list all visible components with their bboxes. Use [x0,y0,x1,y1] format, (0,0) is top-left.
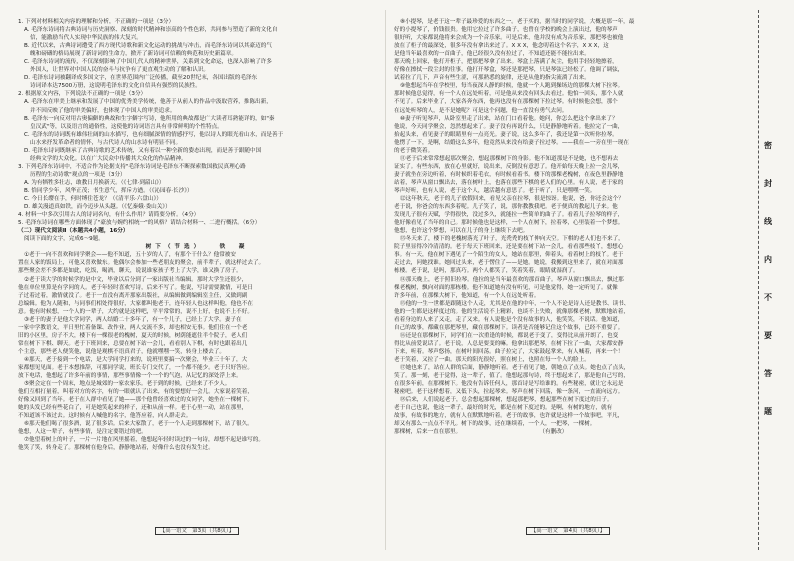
right-text-line: 栋楼。老于说，是吗，那真巧。两个人都笑了，笑着笑着，眼睛就湿润了。 [394,268,579,275]
right-text-line: 试着拉了几下，声音有些生涩，可那熟悉的旋律，还是从他的指尖流淌了出来。 [394,75,590,82]
seal-line-char: 密 [764,141,772,150]
left-page-footer [18,527,376,535]
right-text-line: 那时候他总觉得，有一个人在远处听着，可是他从来没有回头去看过。他怕一回头，那个人就 [394,91,624,98]
right-page-footer [394,527,742,535]
seal-line-char: 题 [764,407,772,416]
right-text-line: 笑了。那一刻，老于觉得，这一辈子，值了。他想起那句诗，终于想起来了，那是他自己写的， [394,373,629,380]
right-footer-label: 【高一语文 第4页（共8页）】 [526,527,610,535]
left-text-line: ⑥那天他们喝了很多酒，说了很多话。后来大家散了，老于一个人走到那棵树下，站了很久。 [24,421,253,428]
left-text-line: B. 毛泽东一向反对用古奥偏僻的典故和生字僻字写诗，他所用的典故都是广大读者耳熟能详的，如"秦 [24,115,275,122]
left-text-line: 诗词译本达7500万册，这说明毛泽东的文化自信具有强烈的民族性。 [30,83,201,90]
right-text-line: 他说，今天同学聚会，忽然想起来了。妻子没有再说什么，只是静静地听着。他拉完了一曲， [394,123,624,130]
left-text-line: 他笑了笑，转身走了。那棵树在他身后，静静地站着，好像什么也没有发生过。 [18,445,214,452]
left-text-line: 历程的生动诗歌"观点的一项是（3分） [30,171,126,178]
left-text-line: ①老于一向不喜欢和同学聚会——他不知道，五十岁的人了，有那个干什么？他常被安 [24,252,236,259]
right-text-line: 老于自己也说，他这一辈子，最好的时光，都是在树下度过的。是啊，有树的地方，就有 [394,405,613,412]
right-text-line: 不见了。后来毕业了，大家各奔东西，他再也没有在那棵树下拉过琴。有时候他会想，那个 [394,99,618,106]
left-text-line: 他们互相打量着，叫着对方的名字，有的一眼就认了出来，有的要想好一会儿。大家说着笑着， [18,389,253,396]
left-text-line: 经典文学的大众化。以在广大民众中传播其大众化的作品精神。 [30,155,187,162]
left-text-line: 常在树下下棋、聊天。老于下班回来，总要在树下站一会儿，看看别人下棋，有时也跟着出几 [18,340,248,347]
left-text-line: B. 恰同学少年，风华正茂；书生意气，挥斥方遒。（《沁园春·长沙》） [24,187,193,194]
left-text-line: 个主意，那些老人便笑他，说他是观棋不语真君子，他就嘿嘿一笑，转身上楼去了。 [18,348,225,355]
left-text-line: ④那天，老于接到一个电话，是大学同学打来的，说班里要搞一次聚会，毕业三十年了，大 [24,356,248,363]
left-footer-label: 【高一语文 第3页（共8页）】 [155,527,239,535]
left-text-line: D. 毛泽东诗词被翻译成多国文字，在世界范围内广泛传播，截至20世纪末，各国出版的毛泽东 [24,75,258,82]
right-text-line: 很好听，大家都说他将来会成为一个音乐家。可是后来，他并没有成为音乐家，那把琴也被他 [394,35,624,42]
left-text-line: 一家中学教语文，平日里忙着备课、改作业，两人交流不多，却也相安无事。他们住在一个老 [18,324,248,331]
left-text-line: 外国人，让世界对中国人民的奋斗与抗争有了更直观生动的了解和认识。 [30,67,210,74]
left-text-line: 她的头发已经有些花白了，可是她笑起来的样子，还和从前一样。老于心里一动，站在那里， [18,405,248,412]
left-text-line: 家都想见见面。老于本想推辞，可那同学说，班长专门交代了，一个都不能少。老于只好答应。 [18,365,253,372]
right-text-line: ⑯还是在那棵树下，同学们在一次重逢的时候，都说老于变了，变得比从前开朗了，也变 [400,332,619,339]
left-text-line: C. 今日长缨在手，何时缚住苍龙？（《清平乐·六盘山》） [24,196,162,203]
left-text-line: 信，能激励当代人实现中华民族的伟大复兴。 [30,35,142,42]
right-text-line: 老于说，你爸会的东西多着呢。儿子笑了，说，那你教教我吧。老于便真的教起儿子来。他 [394,204,618,211]
right-text-line: 好像在擦拭一段尘封的往事。他打开琴盒，琴还是那把琴，只是琴弦已经松了。他调了调弦， [394,67,624,74]
right-text-line: 许多年前，在那棵大树下，他知道，有一个人在远处听着。 [394,292,540,299]
left-text-line: ⑦他望着树上的叶子，一片一片地在风里摇着，他想起年轻时读过的一句诗，却想不起是谁写的。 [24,437,264,444]
seal-line-char: 内 [764,255,772,264]
left-text-line: 子过着过着，激情就没了。老于一直没有离开那家出版社，从编辑做到编辑室主任，又做到副 [18,292,248,299]
right-text-line: 在远处听琴的人，是不是她呢？可是这个问题，他一直没有勇气去问。 [394,107,568,114]
left-text-line: 并不因反映了他的审美偏好，也体现了中国人的审美追求。 [30,107,176,114]
left-text-line: 山水来抒发革命者的情怀，与古代诗人的山水诗有明显不同。 [30,139,182,146]
right-text-line: ⑭那天晚上，老于照旧拉琴。他拉的是当年最喜欢的那首曲子。琴声从窗口飘出去，飘过那 [400,276,624,283]
left-text-line: 置在人家的饭局上，可他又喜欢做东。他偶尔会参加一些老朋友的聚会，前半辈子，就这样过去了。 [18,260,265,267]
right-text-line: ⑩妻子听见琴声，从卧室里走了出来，站在门口看着他。她问，你怎么把这个拿出来了？ [400,115,618,122]
right-text-line: 在很多年前，在那棵树下。他没有告诉任何人，那首诗是写给谁的。有些秘密，就让它永远是 [394,381,624,388]
left-text-line: B. 近代以来，古典诗词遭受了西方现代诗歌和新文化运动的挑战与冲击，而毛泽东诗词以其豪迈的气 [24,43,272,50]
right-text-line: 他愣了一下，是啊，结婚这么多年，他竟然从来没有给妻子拉过琴。——我在—一旁在里一现在 [394,139,629,146]
seal-line-char: 答 [764,369,772,378]
left-text-line: ⑤聚会定在一个周末，地点是城郊的一家农家乐。老于到的时候，已经来了不少人。 [24,381,231,388]
right-text-line: 他想，也许这个梦想，可以在儿子的身上继续下去吧。 [394,228,529,235]
left-text-line: 1. 下列对材料相关内容的理解和分析，不正确的一项是（3分） [18,19,175,25]
left-text-line: A. 为有牺牲多壮志，敢教日月换新天。（《七律·到韶山》） [24,179,165,186]
left-text-line: 魄和磅礴的格局展现了新诗词的生命力，掀开了新诗词可信赖的典范和历史新篇章。 [30,51,237,58]
left-text-line: 旧的小区里，房子不大，楼下有一棵很老的槐树，夏天的时候，树荫能遮住半个院子，老人们 [18,332,248,339]
right-text-line: 的老于微笑着。 [394,147,434,154]
left-text-line: A. 毛泽东在审美上继承和发展了中国的优秀美学传统，他善于从前人的作品中汲取营养，推陈出新， [24,99,272,106]
right-text-line: 自己的故事，都藏在那把琴里，藏在那棵树下。读者是否能够记住这个故事，已经不重要了。 [394,324,624,331]
left-text-line: ②老于读大学的时候学的是中文，毕业以后分到了一家出版社当编辑。那时大学生还很少， [24,276,248,283]
right-text-line: 下来，听着。琴声悠扬，在树叶间回荡。曲子拉完了，大家鼓起掌来，有人喊着，再来一个！ [394,348,624,355]
left-text-line: 那些聚会差不多都是如此，吃饭，喝酒，聊天，说说谁家孩子考上了大学，谁又换了房子。 [18,268,242,275]
right-text-block [394,18,742,436]
left-text-line: 2. 根据原文内容，下列说法不正确的一项是（3分） [18,91,147,98]
left-text-line: 总编辑。他为人随和，与同事们相处得很好，大家都叫他老于，连年轻人也这样叫他，他也不在 [18,300,253,307]
left-text-line: 5. 毛泽东诗词在哪些方面体现了"豪放与婉约相统一"的风格？请结合材料一、二进行概括。（6分） [18,220,261,227]
right-text-line: ⑱后来，人们说起老于，总会想起那棵树，想起那把琴，想起那些在树下度过的日子。 [400,397,613,404]
seal-line-char: 线 [764,217,772,226]
left-text-line: 皇汉武"等，以及语言的通俗性，这使他的诗词语言具有非常鲜明的个性特点。 [30,123,223,130]
left-text-line: 他在单位里算是有学问的人。老于年轻时喜欢写诗，后来不写了。他说，写诗需要激情，可是日 [18,284,253,291]
seal-line-char: 封 [764,179,772,188]
right-text-line: 事。有一天，他在树下遇见了一个陌生的女人，她站在那里，仰着头，看着树上的枝丫。老于 [394,252,624,259]
right-text-line: 却又有那么一点点不平凡。树下的故事，还在继续着，一个人，一把琴，一棵树。 [394,421,596,428]
right-text-line: 是他当年最喜欢的一首曲子，他已经很久没有拉过了，不知道还能不能拉出来。 [394,51,590,58]
left-text-line: 他想，人这一辈子，有些事情，是注定要错过的吧。 [18,429,147,436]
right-text-line: 琴声好听，也有人说，老于这个人，越活越有意思了。老于听了，只是嘿嘿一笑。 [394,187,596,194]
page-fold [385,10,386,550]
right-text-line: 放在了柜子的最深处，很多年没有拿出来过了。X X X，他念叨着这个名字，X X X，这 [394,43,609,50]
right-text-line: ⑮他的一生一世都是跟随这个人走，尤其是在他的中年，一个人不论是诗人还是教书、读书、 [400,300,630,307]
left-text-line: D. 雄关漫道真如铁，而今迈步从头越。（《忆秦娥·娄山关》） [24,204,171,211]
left-text-line: ③老于的妻子是他大学同学，两人结婚二十多年了，有一个儿子，已经上了大学。妻子在 [24,316,242,323]
left-page [18,18,376,533]
left-text-line: 好像又回到了当年。老于在人群中看见了她——那个他曾经喜欢过的女同学，她坐在一棵树下。 [18,397,253,404]
left-text-line: （二）现代文阅读Ⅱ（本题共4小题，16分） [18,228,129,235]
right-text-line: ⑫这年秋天，老于的儿子放假回来，看见父亲在拉琴，很是惊讶。他说，爸，你还会这个？ [400,196,624,203]
right-text-line: 老于笑着，又拉了一曲。那天的阳光很好，照在树上，也照在每一个人的脸上。 [394,356,590,363]
right-text-line: 抬起头来，看见妻子的眼睛里有一点亮光。妻子说，这么多年了，我还是第一次听你拉琴。 [394,131,618,138]
right-text-line: 棵老槐树，飘向对面的那栋楼。他不知道她有没有听见，可是他觉得，她一定听见了。就像 [394,284,618,291]
right-text-line: 好的小提琴了，价钱很贵。他用它拉过了许多曲子，也曾在学校的晚会上演出过，他的琴声 [394,27,618,34]
right-text-line: 院子里显得冷冷清清的。老于每天下班回来，还是要在树下站一会儿，看看那些枝丫，想想心 [394,244,624,251]
right-text-line: 那棵树，后来一直在那里。 （有删改） [394,429,568,436]
left-text-line: C. 毛泽东的诗词既有雄伟壮阔的山水描写，也有细腻深情的情感抒写，他以诗人的眼光看山水，而是善于 [24,131,284,138]
right-text-line: 得比从前爱说话了。老于说，人总是要变的嘛。他拿出那把琴，在树下拉了一曲，大家都安静 [394,340,624,347]
left-text-line: A. 毛泽东诗词将古典诗词与历史洞察、深刻的时代精神和崇高的个性色彩，共同参与塑造了新的文化自 [24,27,278,34]
left-text-line: 树下（节选） 铁 凝 [145,244,249,251]
left-text-line: 不知道该不该过去。这时候有人喊他的名字，他答应着，向人群走去。 [18,413,192,420]
right-page [394,18,742,533]
right-text-line: 他好像看见了当年的自己。那时候他也是这样，一个人在树下，拉着琴，心里装着一个梦想。 [394,220,624,227]
left-text-line: D. 毛泽东诗词既继承了古典诗歌的艺术传统，又有着以一种全新的姿态出现，而是善于跟随中国 [24,147,262,154]
right-text-line: ⑰她也来了，站在人群的后面，静静地听着。老于看见了她，朝她点了点头。她也点了点头， [400,365,630,372]
right-text-line: 秘密吧。老于这样想着，又低下头，拉起琴来。琴声在树下回荡，像一条河，一直流向远方。 [394,389,624,396]
seal-line-char: 不 [764,293,772,302]
right-text-line: ⑬冬天来了，楼下的老槐树落光了叶子，光秃秃的枝丫伸向天空。下棋的老人们也不来了， [400,236,624,243]
left-text-line: 意。他有时候想，一个人的一辈子，大约就是这样吧，平平常常的，说不上好，也说不上不好。 [18,308,253,315]
right-text-line: 看着身边的人来了又走，走了又来。有人说他是个没有故事的人，他笑笑，不说话。他知道， [394,316,624,323]
right-text-line: ⑪老于后来常常想起那次聚会，想起那棵树下的身影。他不知道那是不是她，也不想再去 [400,155,619,162]
seal-line [758,10,759,550]
left-text-line: 放下电话，他想起了许多年前的事情，那些事情像一个一个的气泡，从记忆的深处浮上来。 [18,373,242,380]
right-text-line: 站着，琴声从窗口飘出去，落在树叶上，也落在那些下棋的老人们的心里。有人说，老于家的 [394,179,624,186]
right-text-line: 他的一生都是这样度过的。他的生活说不上精彩，也谈不上失败，就像那棵老树，默默地站着， [394,308,629,315]
right-text-line: 故事，有故事的地方，就有人在默默地听着。老于的故事，也许就是这样一个故事吧，平凡， [394,413,624,420]
left-text-line: 阅读下面的文字，完成6～9题。 [24,236,104,243]
right-text-line: 走过去，问她找谁。她回过头来，老于愣住了——是她。她说，我搬到这里来了，就在对面那 [394,260,624,267]
left-text-block [18,18,376,453]
right-text-line: 妻子就坐在旁边听着，有时候织着毛衣，有时候看着书。楼下的那棵老槐树，在夜色里静静地 [394,171,624,178]
seal-line-char: 要 [764,331,772,340]
right-text-line: ⑨他想起当年在学校里，每当夜深人静的时候，他就一个人跑到操场边的那棵大树下拉琴。 [400,83,624,90]
left-text-line: 4. 材料一中多次引用古人的诗词名句，有什么作用？请简要分析。（4分） [18,212,200,219]
left-text-line: C. 毛泽东诗词的流传，不仅深刻影响了中国几代人的精神世界，关系到文化命运，也深入影响了许多 [24,59,272,66]
right-text-line: 证实了。有些东西，放在心里就好，说出来，反倒没有意思了。他开始每天晚上拉一会儿琴， [394,163,624,170]
left-text-line: 3. 下列毛泽东诗词中，不适合作为论据支持"毛泽东诗词是毛泽东不断探索数国救民真理心路 [18,163,246,170]
binding-gutter [748,10,782,550]
right-text-line: 那天晚上回家，他打开柜子，把那把琴拿了出来。琴盒上落满了灰尘，他用手轻轻地擦着， [394,59,618,66]
right-text-line: 发现儿子很有天赋，学得很快，没过多久，就能拉一些简单的曲子了。看着儿子拉琴的样子， [394,212,624,219]
right-text-line: ⑧小提琴，是老于这一辈子最珍爱的东西之一。老于买的，据当时的同学说，大概是那一年，最 [400,19,635,25]
